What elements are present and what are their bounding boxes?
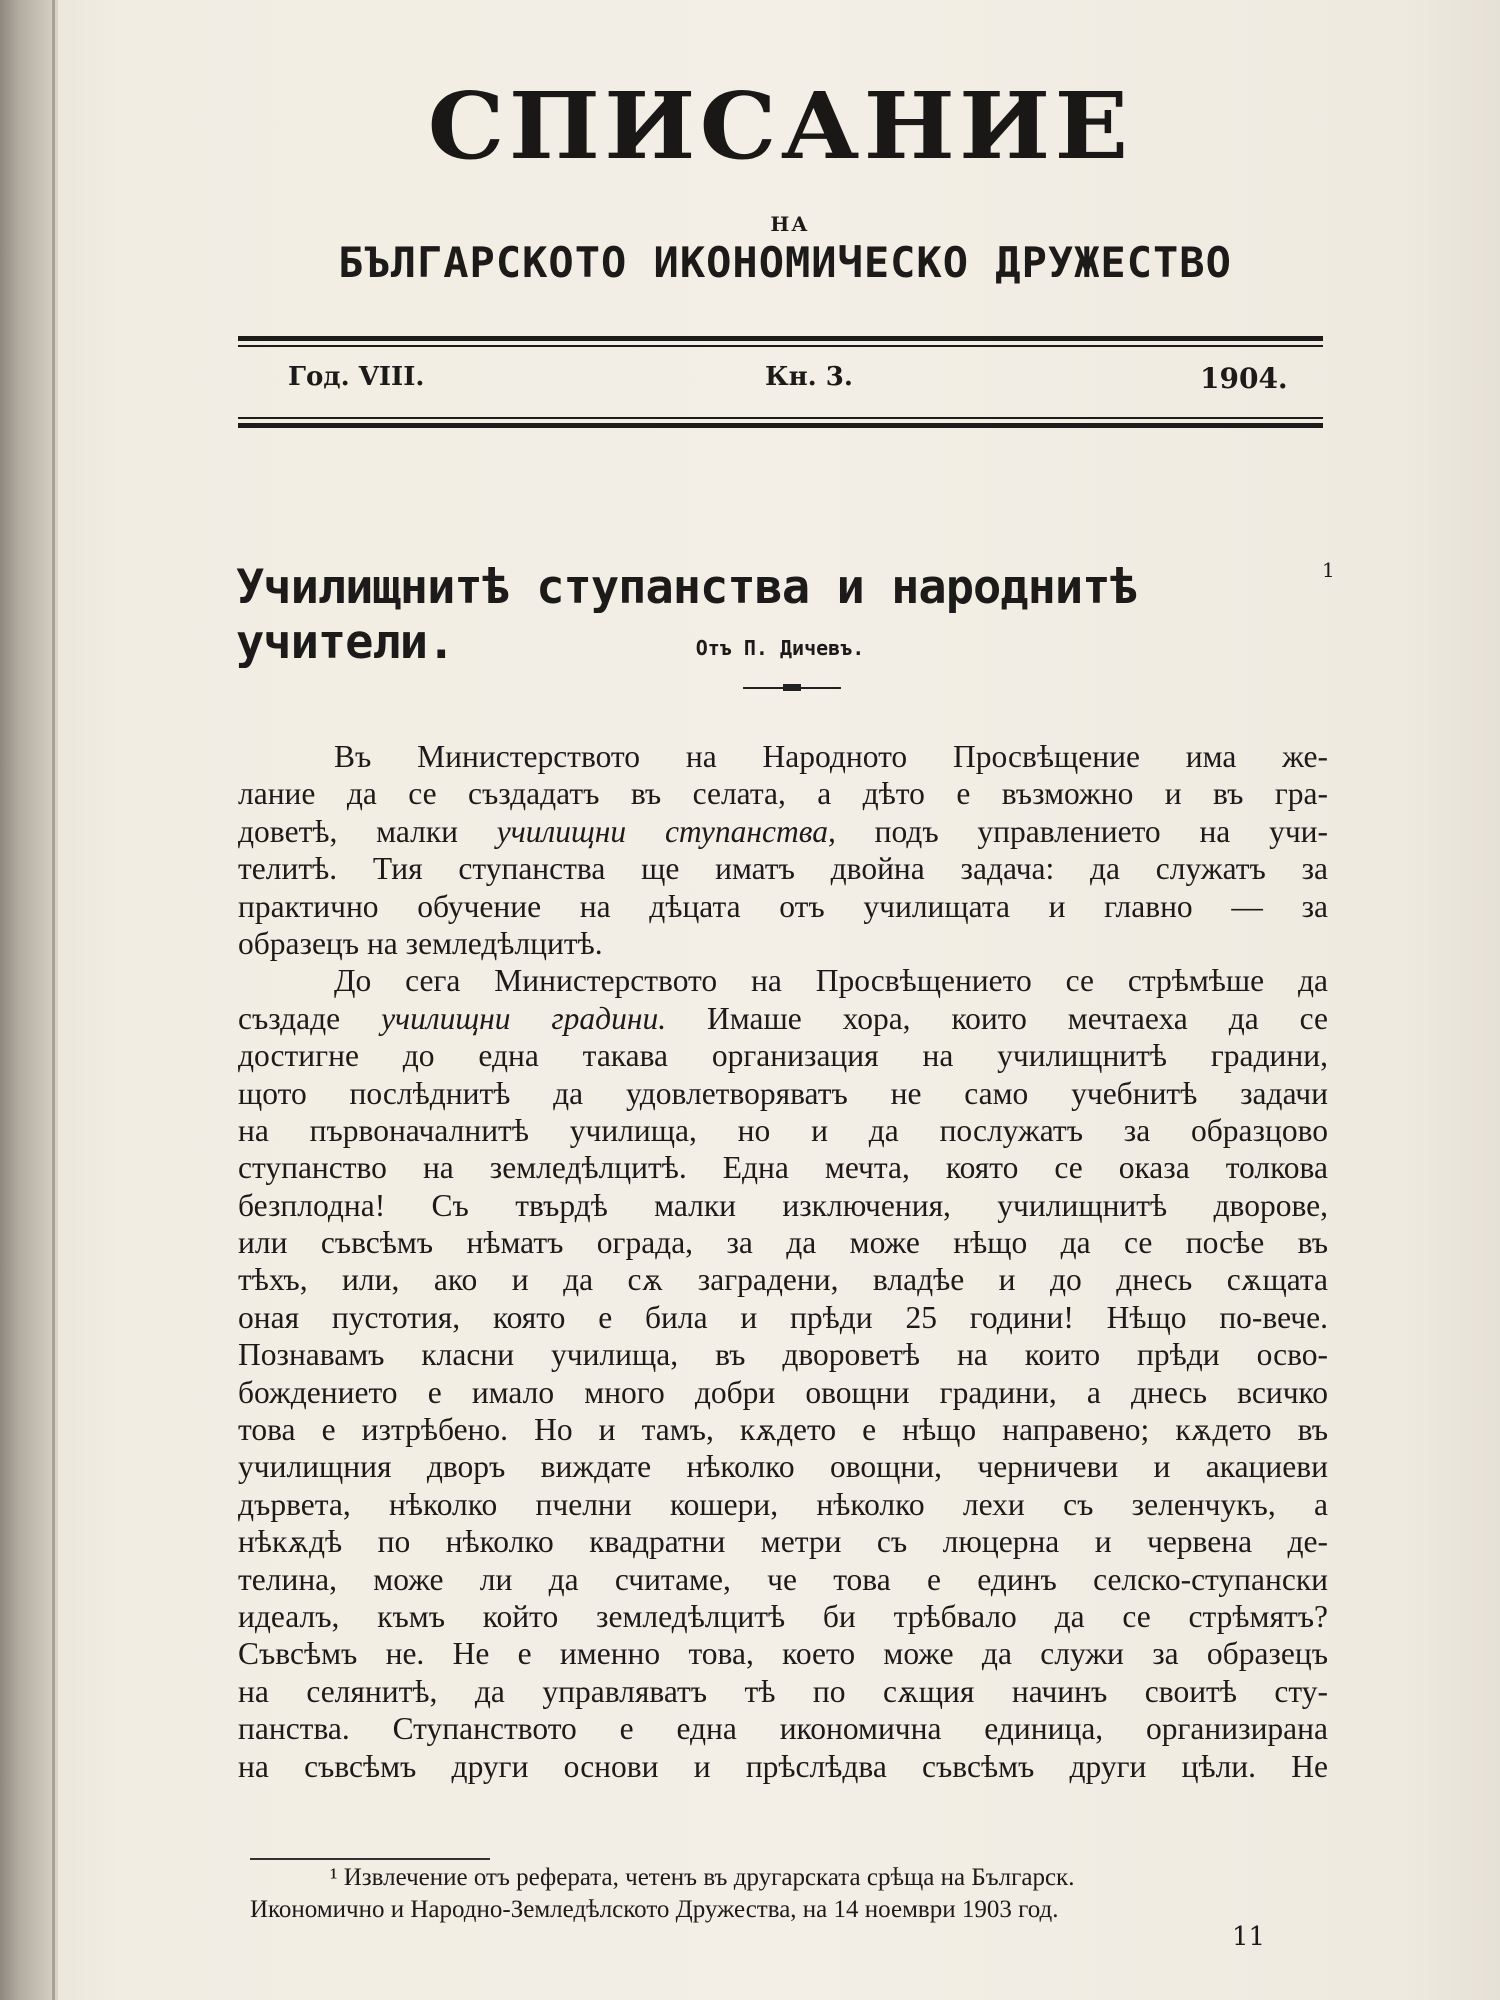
body-line: достигне до една такава организация на училищнитѣ градини, [238,1038,1328,1074]
body-line: практично обучение на дѣцата отъ училищата и главно — за [238,888,1328,924]
masthead-rule-bottom-thin [238,417,1323,419]
article-title: Училищнитѣ ступанства и народнитѣ учители. [236,560,1137,670]
body-line: Съвсѣмъ не. Не е именно това, което може да служи за образецъ [238,1636,1328,1672]
body-line: идеалъ, къмъ който земледѣлцитѣ би трѣбвало да се стрѣмятъ? [238,1598,1328,1634]
body-line: или съвсѣмъ нѣматъ ограда, за да може нѣщо да се посѣе въ [238,1225,1328,1261]
body-line: Познавамъ класни училища, въ дворовeтѣ на които прѣди осво- [238,1337,1328,1373]
masthead-subtitle: БЪЛГАРСКОТО ИКОНОМИЧЕСКО ДРУЖЕСТВО [338,238,1232,287]
body-line: безплодна! Съ твърдѣ малки изключения, училищнитѣ дворове, [238,1187,1328,1223]
masthead-title: СПИСАНИЕ [427,72,1133,180]
body-line: панства. Ступанството е една икономична единица, организирана [238,1711,1328,1747]
body-line: училищния дворъ виждате нѣколко овощни, черничеви и акациеви [238,1449,1328,1485]
footnote-line: ¹ Извлечение отъ реферата, четенъ въ другарската срѣща на Българск. [330,1864,1075,1891]
issue-date: 1904. [1200,362,1288,395]
body-line: дървета, нѣколко пчелни кошери, нѣколко лехи съ зеленчукъ, а [238,1486,1328,1522]
body-line: това е изтрѣбено. Но и тамъ, кѫдето е нѣщо направено; кѫдето въ [238,1412,1328,1448]
book-binding-shadow [0,0,58,2000]
body-line: оная пустотия, която е била и прѣди 25 години! Нѣщо по-вече. [238,1299,1328,1335]
body-line: на съвсѣмъ други основи и прѣслѣдва съвсѣмъ други цѣли. Не [238,1748,1328,1784]
footnote-separator [250,1858,490,1860]
title-ornament-divider [743,686,841,690]
body-line: ступанство на земледѣлцитѣ. Една мечта, която се оказа толкова [238,1150,1328,1186]
body-line: на първоначалнитѣ училища, но и да послужатъ за образцово [238,1112,1328,1148]
issue-book: Кн. 3. [765,362,853,392]
body-line: До сега Министерството на Просвѣщението се стрѣмѣше да [334,963,1328,999]
masthead-preposition: НА [770,212,810,236]
body-line: бождението е имало много добри овощни градини, а днесь всичко [238,1374,1328,1410]
emphasis-school-gardens: училищни градини. [381,1000,667,1036]
title-footnote-marker: 1 [1322,558,1335,582]
body-line: щото послѣднитѣ да удовлетворяватъ не само учебнитѣ задачи [238,1075,1328,1111]
body-line: на селянитѣ, да управляватъ тѣ по сѫщия начинъ своитѣ сту- [238,1673,1328,1709]
footnote-line: Икономично и Народно-Земледѣлското Дружества, на 14 ноември 1903 год. [250,1896,1059,1923]
body-line: образецъ на земледѣлцитѣ. [238,925,603,961]
page-number: 11 [1232,1922,1266,1952]
footnote [250,1862,1350,1926]
emphasis-school-farms: училищни ступанства, [496,813,836,849]
body-line: лание да се създадатъ въ селата, а дѣто е възможно и въ гра- [238,776,1328,812]
body-line: създаде училищни градини. Имаше хора, които мечтаеха да се [238,1000,1328,1036]
masthead-rule-top-thin [238,345,1323,347]
article-byline: Отъ П. Дичевъ. [695,636,865,660]
body-line: тѣхъ, или, ако и да сѫ заградени, владѣе и до днесь сѫщата [238,1262,1328,1298]
body-line: телитѣ. Тия ступанства ще иматъ двойна задача: да служатъ за [238,851,1328,887]
body-line: нѣкѫдѣ по нѣколко квадратни метри съ люцерна и червена де- [238,1524,1328,1560]
body-line: телина, може ли да считаме, че това е единъ селско-ступански [238,1561,1328,1597]
body-line: Въ Министерството на Народното Просвѣщение има же- [334,739,1328,774]
issue-year: Год. VIII. [288,362,425,392]
body-line: довeтѣ, малки училищни ступанства, подъ управлението на учи- [238,813,1329,849]
masthead-rule-top-thick [238,336,1323,341]
article-body [238,738,1328,1785]
masthead-rule-bottom-thick [238,423,1323,428]
binding-edge [52,0,55,2000]
